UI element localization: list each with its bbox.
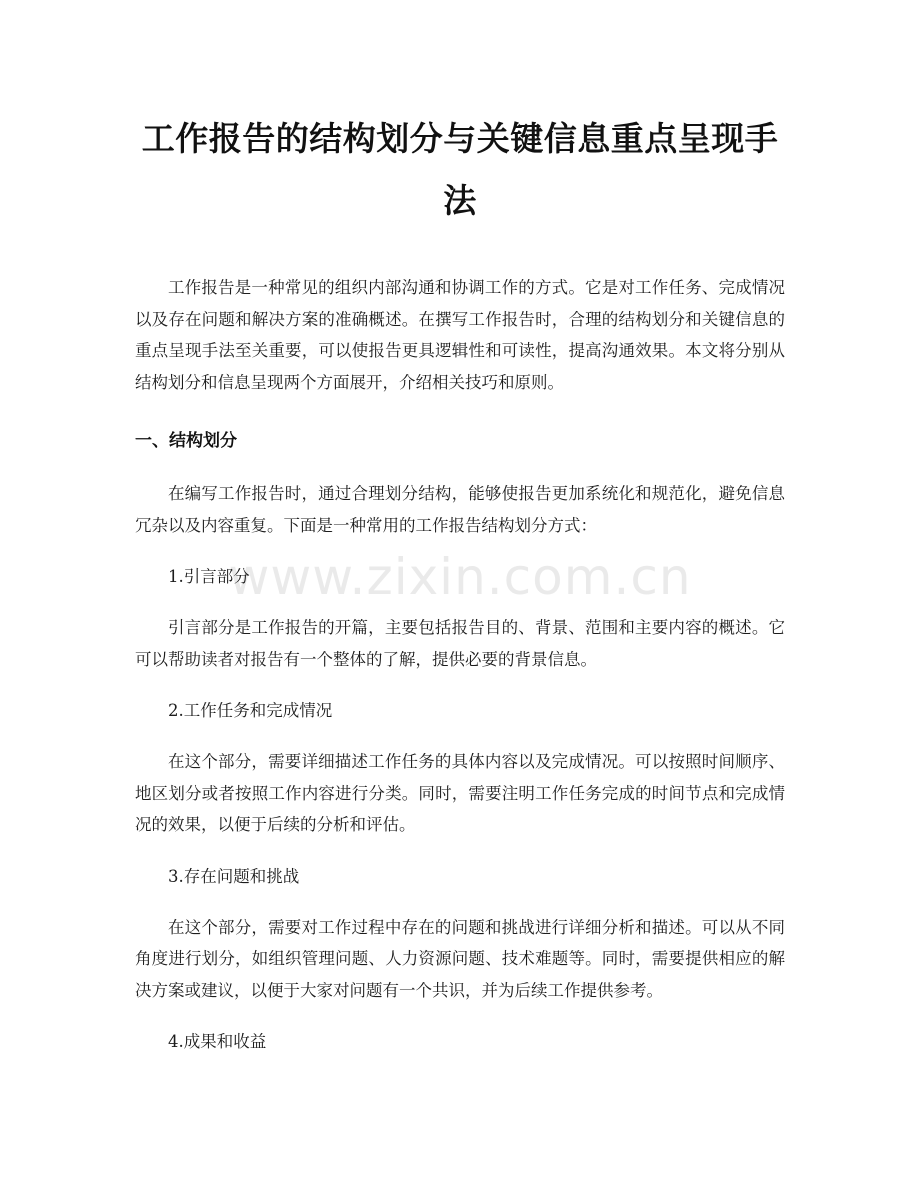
- watermark: www.zixin.com.cn: [228, 548, 692, 606]
- item-text-introduction: 引言部分是工作报告的开篇，主要包括报告目的、背景、范围和主要内容的概述。它可以帮助读者对报告有一个整体的了解，提供必要的背景信息。: [135, 618, 785, 669]
- item-heading-introduction: 1.引言部分: [168, 567, 250, 586]
- item-text-problems: 在这个部分，需要对工作过程中存在的问题和挑战进行详细分析和描述。可以从不同角度进行划分，如组织管理问题、人力资源问题、技术难题等。同时，需要提供相应的解决方案或建议，以便于大家对问题有一个共识，并为后续工作提供参考。: [135, 917, 785, 1000]
- item-text-tasks: 在这个部分，需要详细描述工作任务的具体内容以及完成情况。可以按照时间顺序、地区划分或者按照工作内容进行分类。同时，需要注明工作任务完成的时间节点和完成情况的效果，以便于后续的分析和评估。: [135, 752, 785, 834]
- item-heading-tasks: 2.工作任务和完成情况: [168, 701, 333, 720]
- document-title: 工作报告的结构划分与关键信息重点呈现手法: [141, 119, 779, 220]
- section-heading-structure: 一、结构划分: [135, 431, 237, 451]
- document-body: [135, 0, 785, 1057]
- intro-paragraph: 工作报告是一种常见的组织内部沟通和协调工作的方式。它是对工作任务、完成情况以及存在问题和解决方案的准确概述。在撰写工作报告时，合理的结构划分和关键信息的重点呈现手法至关重要，可以使报告更具逻辑性和可读性，提高沟通效果。本文将分别从结构划分和信息呈现两个方面展开，介绍相关技巧和原则。: [135, 278, 785, 392]
- section-paragraph: 在编写工作报告时，通过合理划分结构，能够使报告更加系统化和规范化，避免信息冗杂以及内容重复。下面是一种常用的工作报告结构划分方式：: [135, 484, 785, 535]
- item-heading-results: 4.成果和收益: [168, 1032, 267, 1051]
- item-heading-problems: 3.存在问题和挑战: [168, 866, 300, 886]
